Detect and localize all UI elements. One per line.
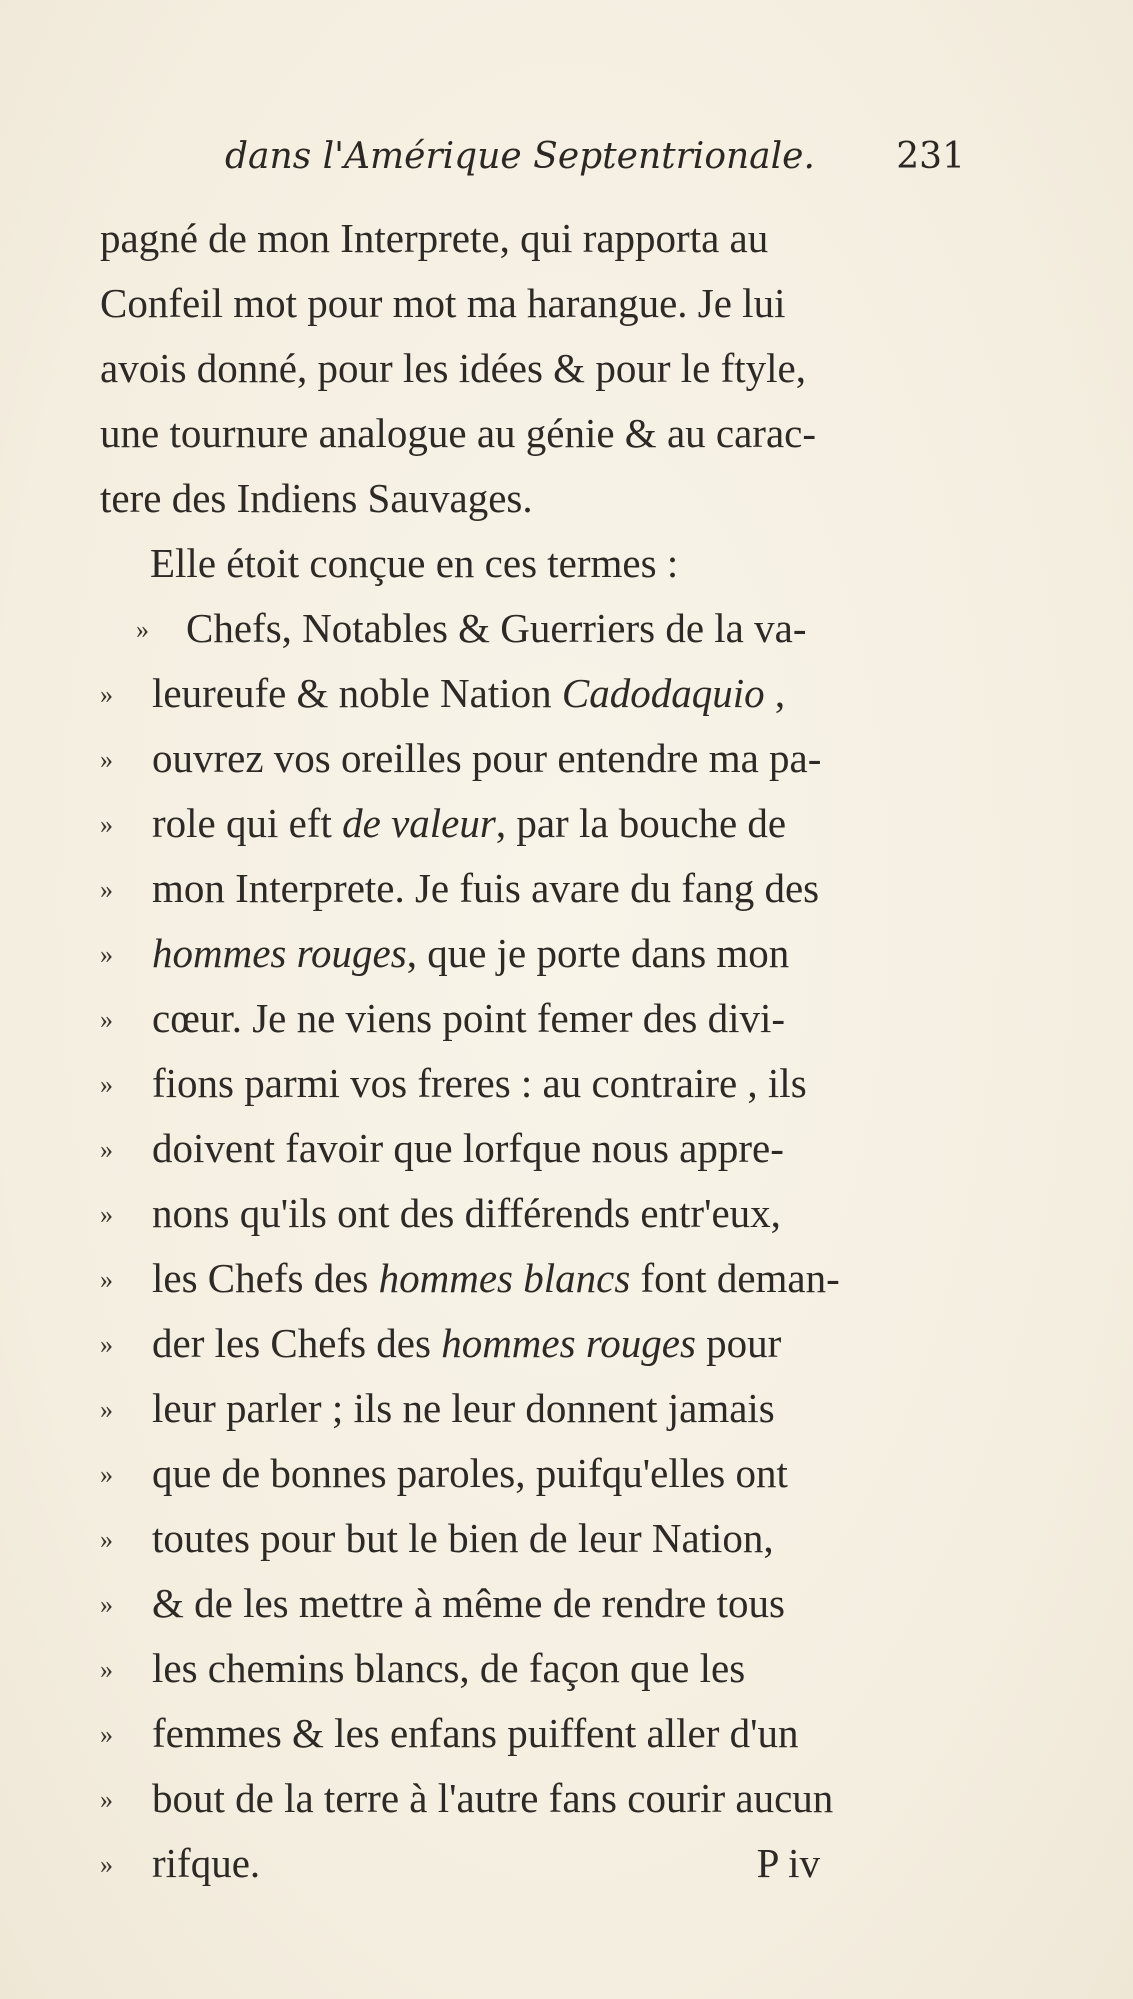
quote-mark: »	[100, 1070, 113, 1099]
quote-mark: »	[100, 1655, 113, 1684]
quoted-line: » der les Chefs des hommes rouges pour	[100, 1311, 970, 1376]
quote-mark: »	[100, 745, 113, 774]
italic-word: hommes rouges	[441, 1320, 696, 1366]
quoted-line: » doivent favoir que lorfque nous appre-	[100, 1116, 970, 1181]
quoted-line: » & de les mettre à même de rendre tous	[100, 1571, 970, 1636]
quoted-line: » les chemins blancs, de façon que les	[100, 1636, 970, 1701]
body-text	[100, 206, 970, 1896]
quoted-line: » bout de la terre à l'autre fans courir aucun	[100, 1766, 970, 1831]
quoted-line: » nons qu'ils ont des différends entr'eux,	[100, 1181, 970, 1246]
text-line: avois donné, pour les idées & pour le ftyle,	[100, 345, 806, 391]
quoted-line: » fions parmi vos freres : au contraire , ils	[100, 1051, 970, 1116]
quote-mark: »	[100, 1785, 113, 1814]
quote-mark: »	[100, 1720, 113, 1749]
quoted-line: » rifque. P iv	[100, 1831, 970, 1896]
quote-mark: »	[100, 1200, 113, 1229]
quoted-line: » ouvrez vos oreilles pour entendre ma pa-	[100, 726, 970, 791]
quote-mark: »	[100, 810, 113, 839]
text-line: tere des Indiens Sauvages.	[100, 475, 533, 521]
quote-mark: »	[100, 1265, 113, 1294]
quoted-line: » toutes pour but le bien de leur Nation,	[100, 1506, 970, 1571]
quote-mark: »	[100, 940, 113, 969]
text-line: Elle étoit conçue en ces termes :	[150, 540, 679, 586]
text-line: pagné de mon Interprete, qui rapporta au	[100, 215, 769, 261]
quoted-line: » cœur. Je ne viens point femer des divi-	[100, 986, 970, 1051]
quoted-line: » Chefs, Notables & Guerriers de la va-	[100, 596, 970, 661]
quote-mark: »	[100, 680, 113, 709]
signature-mark: P iv	[756, 1840, 820, 1886]
text-line: une tournure analogue au génie & au carac-	[100, 410, 816, 456]
quote-mark: »	[136, 615, 149, 644]
quote-mark: »	[100, 1395, 113, 1424]
quote-mark: »	[100, 1135, 113, 1164]
quote-mark: »	[100, 1590, 113, 1619]
running-title: dans l'Amérique Septentrionale.	[225, 136, 815, 177]
page-number: 231	[896, 136, 965, 177]
italic-word: hommes rouges	[152, 930, 407, 976]
quoted-line: » les Chefs des hommes blancs font deman-	[100, 1246, 970, 1311]
italic-word: hommes blancs	[378, 1255, 631, 1301]
quoted-line: » que de bonnes paroles, puifqu'elles ont	[100, 1441, 970, 1506]
quoted-line: » role qui eft de valeur, par la bouche de	[100, 791, 970, 856]
quote-mark: »	[100, 1525, 113, 1554]
quoted-line: » leur parler ; ils ne leur donnent jamais	[100, 1376, 970, 1441]
quoted-line: » femmes & les enfans puiffent aller d'un	[100, 1701, 970, 1766]
italic-word: Cadodaquio	[561, 670, 765, 716]
quote-mark: »	[100, 1330, 113, 1359]
quote-mark: »	[100, 1850, 113, 1879]
quoted-line: » leureufe & noble Nation Cadodaquio ,	[100, 661, 970, 726]
page-header	[225, 136, 965, 177]
quote-mark: »	[100, 1005, 113, 1034]
quoted-line: » mon Interprete. Je fuis avare du fang des	[100, 856, 970, 921]
text-line: Confeil mot pour mot ma harangue. Je lui	[100, 280, 786, 326]
quote-mark: »	[100, 875, 113, 904]
italic-word: de valeur	[342, 800, 496, 846]
quoted-line: » hommes rouges, que je porte dans mon	[100, 921, 970, 986]
quote-mark: »	[100, 1460, 113, 1489]
